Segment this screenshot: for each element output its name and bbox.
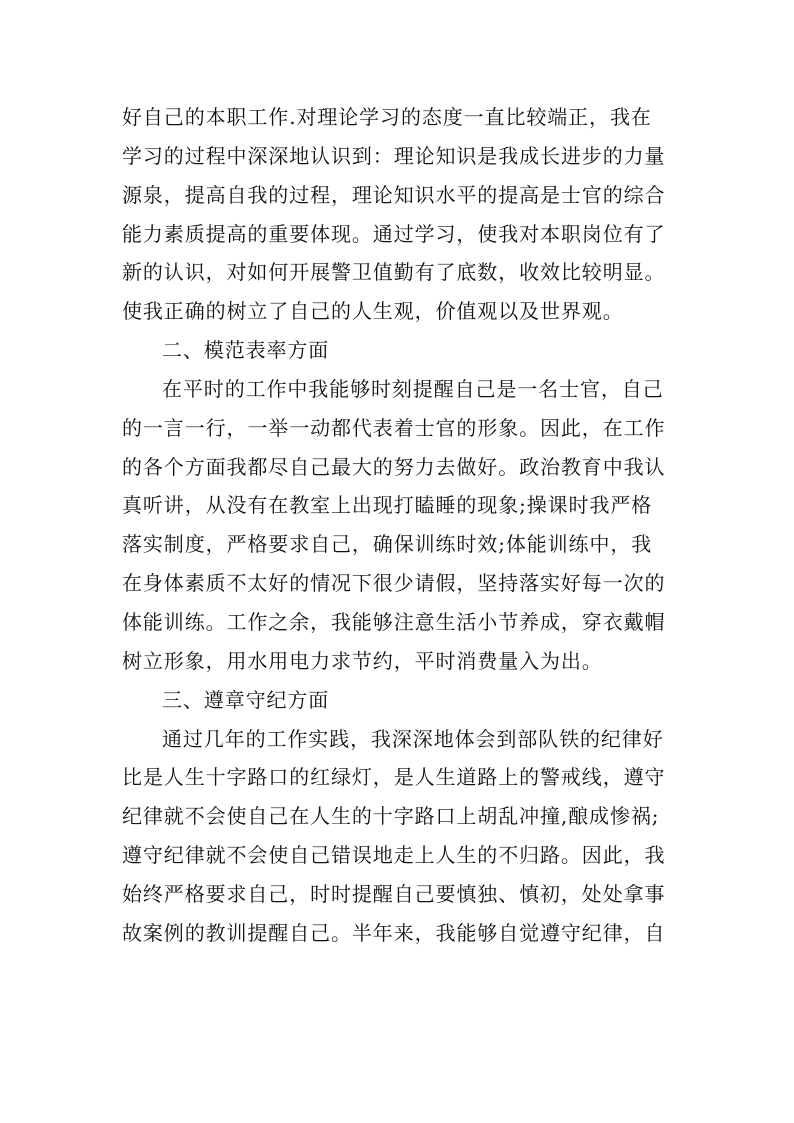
paragraph-line: 比是人生十字路口的红绿灯，是人生道路上的警戒线，遵守 (122, 765, 666, 790)
paragraph-line: 的一言一行，一举一动都代表着士官的形象。因此，在工作 (122, 415, 666, 440)
paragraph-line: 学习的过程中深深地认识到：理论知识是我成长进步的力量 (122, 143, 666, 168)
paragraph-line: 在平时的工作中我能够时刻提醒自己是一名士官，自己 (162, 376, 664, 401)
paragraph-line: 通过几年的工作实践，我深深地体会到部队铁的纪律好 (162, 726, 664, 751)
paragraph-line: 遵守纪律就不会使自己错误地走上人生的不归路。因此，我 (122, 843, 666, 868)
paragraph-line: 故案例的教训提醒自己。半年来，我能够自觉遵守纪律，自 (122, 920, 666, 945)
paragraph-line: 纪律就不会使自己在人生的十字路口上胡乱冲撞,酿成惨祸; (122, 804, 660, 829)
section-heading: 二、模范表率方面 (162, 338, 330, 363)
paragraph-line: 体能训练。工作之余，我能够注意生活小节养成，穿衣戴帽 (122, 609, 666, 634)
paragraph-line: 使我正确的树立了自己的人生观，价值观以及世界观。 (122, 299, 624, 324)
paragraph-line: 新的认识，对如何开展警卫值勤有了底数，收效比较明显。 (122, 260, 666, 285)
paragraph-line: 好自己的本职工作.对理论学习的态度一直比较端正，我在 (122, 105, 652, 129)
paragraph-line: 能力素质提高的重要体现。通过学习，使我对本职岗位有了 (122, 221, 666, 246)
paragraph-line: 落实制度，严格要求自己，确保训练时效;体能训练中，我 (122, 532, 653, 557)
paragraph-line: 在身体素质不太好的情况下很少请假，坚持落实好每一次的 (122, 571, 666, 596)
section-heading: 三、遵章守纪方面 (162, 687, 330, 712)
paragraph-line: 的各个方面我都尽自己最大的努力去做好。政治教育中我认 (122, 454, 666, 479)
paragraph-line: 树立形象，用水用电力求节约，平时消费量入为出。 (122, 648, 603, 673)
paragraph-line: 始终严格要求自己，时时提醒自己要慎独、慎初，处处拿事 (122, 881, 666, 906)
paragraph-line: 源泉，提高自我的过程，理论知识水平的提高是士官的综合 (122, 182, 666, 207)
document-body (122, 98, 702, 953)
paragraph-line: 真听讲，从没有在教室上出现打瞌睡的现象;操课时我严格 (122, 493, 653, 518)
